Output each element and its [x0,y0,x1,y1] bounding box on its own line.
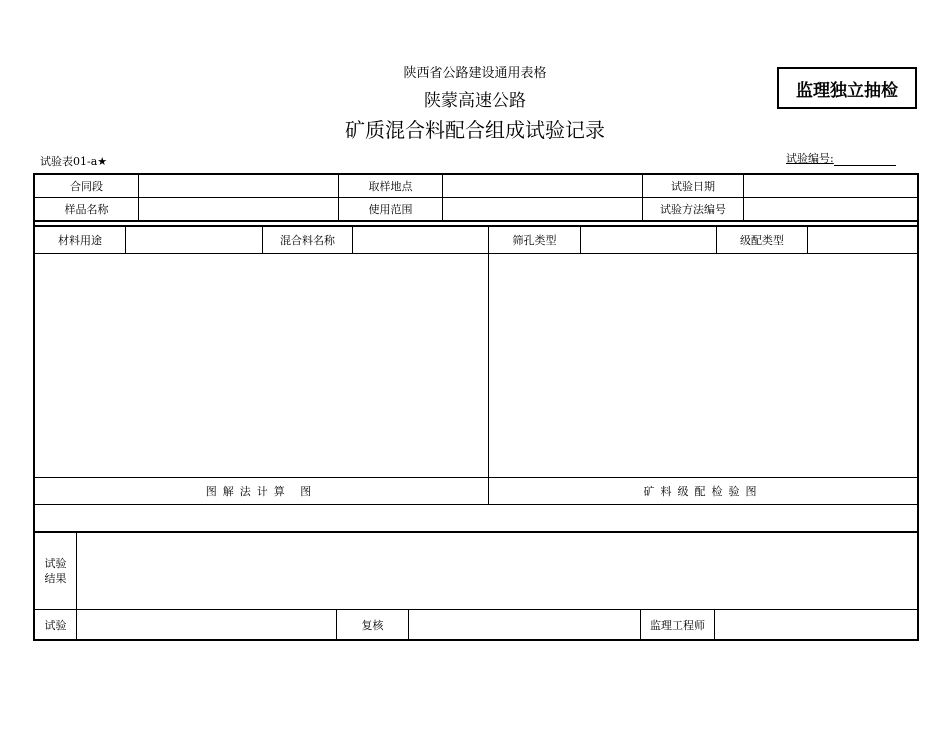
sieve-type-label: 筛孔类型 [512,233,557,247]
graphic-calculation-caption: 图解法计算 图 [205,485,318,498]
graphic-calculation-chart-area[interactable] [35,254,488,477]
tester-label: 试验 [44,618,67,632]
test-results-label [35,532,76,609]
test-results-label-line1: 试验 [44,556,67,570]
supervision-stamp-text: 监理独立抽检 [796,80,898,101]
contract-section-value[interactable] [139,174,338,197]
header-province-line: 陕西省公路建设通用表格 [403,66,547,81]
header-project-name: 陕蒙高速公路 [424,91,526,111]
aggregate-grading-caption: 矿料级配检验图 [643,485,763,498]
tester-signature[interactable] [77,610,336,639]
test-date-value[interactable] [744,174,917,197]
table-right-border [917,173,919,641]
supervising-engineer-label: 监理工程师 [650,618,705,632]
table-bottom-border [34,639,919,641]
sieve-type-value[interactable] [581,226,716,253]
blank-notes-row[interactable] [35,505,917,531]
material-use-value[interactable] [126,226,262,253]
test-date-label: 试验日期 [671,179,715,193]
usage-scope-value[interactable] [443,198,642,220]
test-results-value[interactable] [77,532,917,609]
grading-type-label: 级配类型 [740,233,784,247]
grading-type-value[interactable] [808,226,917,253]
aggregate-grading-chart-area[interactable] [489,254,917,477]
test-number-field [786,150,896,166]
test-method-label: 试验方法编号 [660,203,726,216]
page-title: 矿质混合料配合组成试验记录 [345,118,605,142]
sampling-location-label: 取样地点 [368,179,413,193]
mix-name-value[interactable] [353,226,488,253]
supervising-engineer-signature[interactable] [715,610,917,639]
sample-name-label: 样品名称 [64,203,109,216]
test-number-label: 试验编号: [786,152,834,165]
reviewer-signature[interactable] [409,610,640,639]
reviewer-label: 复核 [361,618,384,632]
usage-scope-label: 使用范围 [368,203,413,216]
test-number-blank[interactable] [834,155,896,166]
row2-bottom-line [34,220,919,222]
sample-name-value[interactable] [139,198,338,220]
sampling-location-value[interactable] [443,174,642,197]
mix-name-label: 混合料名称 [280,233,335,247]
supervision-stamp-box [777,67,917,109]
test-method-value[interactable] [744,198,917,220]
test-results-label-line2: 结果 [44,571,67,585]
contract-section-label: 合同段 [70,179,103,193]
material-use-label: 材料用途 [58,233,102,247]
form-number: 试验表01-a★ [40,155,108,168]
